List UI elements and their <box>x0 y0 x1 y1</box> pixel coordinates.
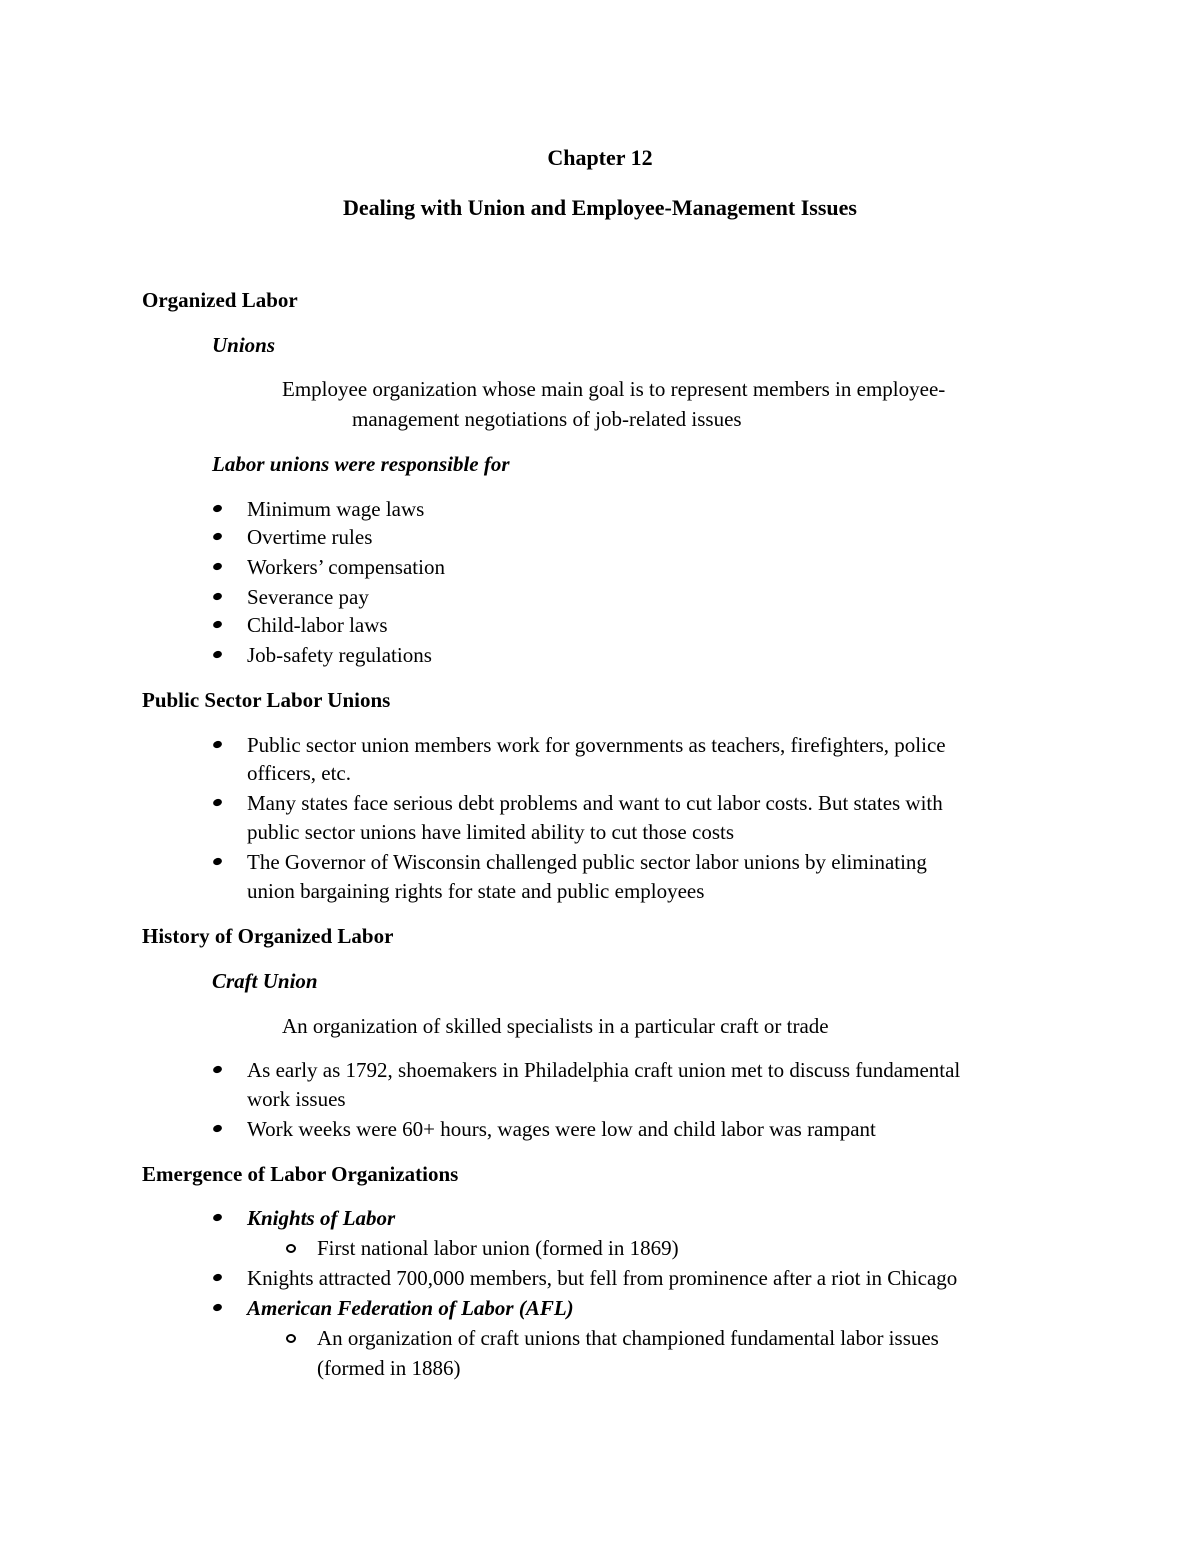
list-item: Minimum wage laws <box>247 497 425 521</box>
list-item-continuation: public sector unions have limited ability to cut those costs <box>247 820 734 844</box>
bullet-icon <box>212 740 223 750</box>
section-heading: History of Organized Labor <box>142 924 394 948</box>
bullet-icon <box>212 562 223 572</box>
sub-bullet-icon <box>286 1244 296 1253</box>
definition-text: management negotiations of job-related issues <box>352 407 742 431</box>
list-item: Many states face serious debt problems and want to cut labor costs. But states with <box>247 791 943 815</box>
list-item: Knights attracted 700,000 members, but fell from prominence after a riot in Chicago <box>247 1266 958 1290</box>
list-item: Public sector union members work for governments as teachers, firefighters, police <box>247 733 946 757</box>
chapter-title: Chapter 12 <box>547 145 653 170</box>
list-item: Job-safety regulations <box>247 643 432 667</box>
bullet-icon <box>212 1303 223 1313</box>
list-item: Work weeks were 60+ hours, wages were low and child labor was rampant <box>247 1117 876 1141</box>
sub-bullet-icon <box>286 1334 296 1343</box>
bullet-icon <box>212 650 223 660</box>
list-item-continuation: officers, etc. <box>247 761 351 785</box>
list-item: Overtime rules <box>247 525 373 549</box>
list-item: The Governor of Wisconsin challenged public sector labor unions by eliminating <box>247 850 927 874</box>
bullet-icon <box>212 857 223 867</box>
bullet-icon <box>212 504 223 514</box>
bullet-icon <box>212 532 223 542</box>
bullet-icon <box>212 1213 223 1223</box>
section-heading: Emergence of Labor Organizations <box>142 1162 459 1186</box>
list-item: Knights of Labor <box>247 1206 396 1230</box>
bullet-icon <box>212 620 223 630</box>
bullet-icon <box>212 592 223 602</box>
bullet-icon <box>212 1065 223 1075</box>
section-heading: Public Sector Labor Unions <box>142 688 391 712</box>
list-heading: Labor unions were responsible for <box>212 452 510 476</box>
list-item: Child-labor laws <box>247 613 388 637</box>
definition-text: An organization of skilled specialists in a particular craft or trade <box>282 1014 829 1038</box>
chapter-subtitle: Dealing with Union and Employee-Management Issues <box>343 195 857 220</box>
list-item-continuation: union bargaining rights for state and public employees <box>247 879 705 903</box>
section-heading: Organized Labor <box>142 288 298 312</box>
list-item: As early as 1792, shoemakers in Philadelphia craft union met to discuss fundamental <box>247 1058 961 1082</box>
bullet-icon <box>212 1124 223 1134</box>
list-item: American Federation of Labor (AFL) <box>247 1296 574 1320</box>
sub-list-item: An organization of craft unions that championed fundamental labor issues <box>317 1326 939 1350</box>
term-heading: Unions <box>212 333 276 357</box>
definition-text: Employee organization whose main goal is to represent members in employee- <box>282 377 946 401</box>
list-item-continuation: work issues <box>247 1087 346 1111</box>
list-item: Severance pay <box>247 585 369 609</box>
bullet-icon <box>212 1273 223 1283</box>
sub-list-item: First national labor union (formed in 1869) <box>317 1236 679 1260</box>
sub-list-item-continuation: (formed in 1886) <box>317 1356 461 1380</box>
list-item: Workers’ compensation <box>247 555 445 579</box>
bullet-icon <box>212 798 223 808</box>
term-heading: Craft Union <box>212 969 318 993</box>
